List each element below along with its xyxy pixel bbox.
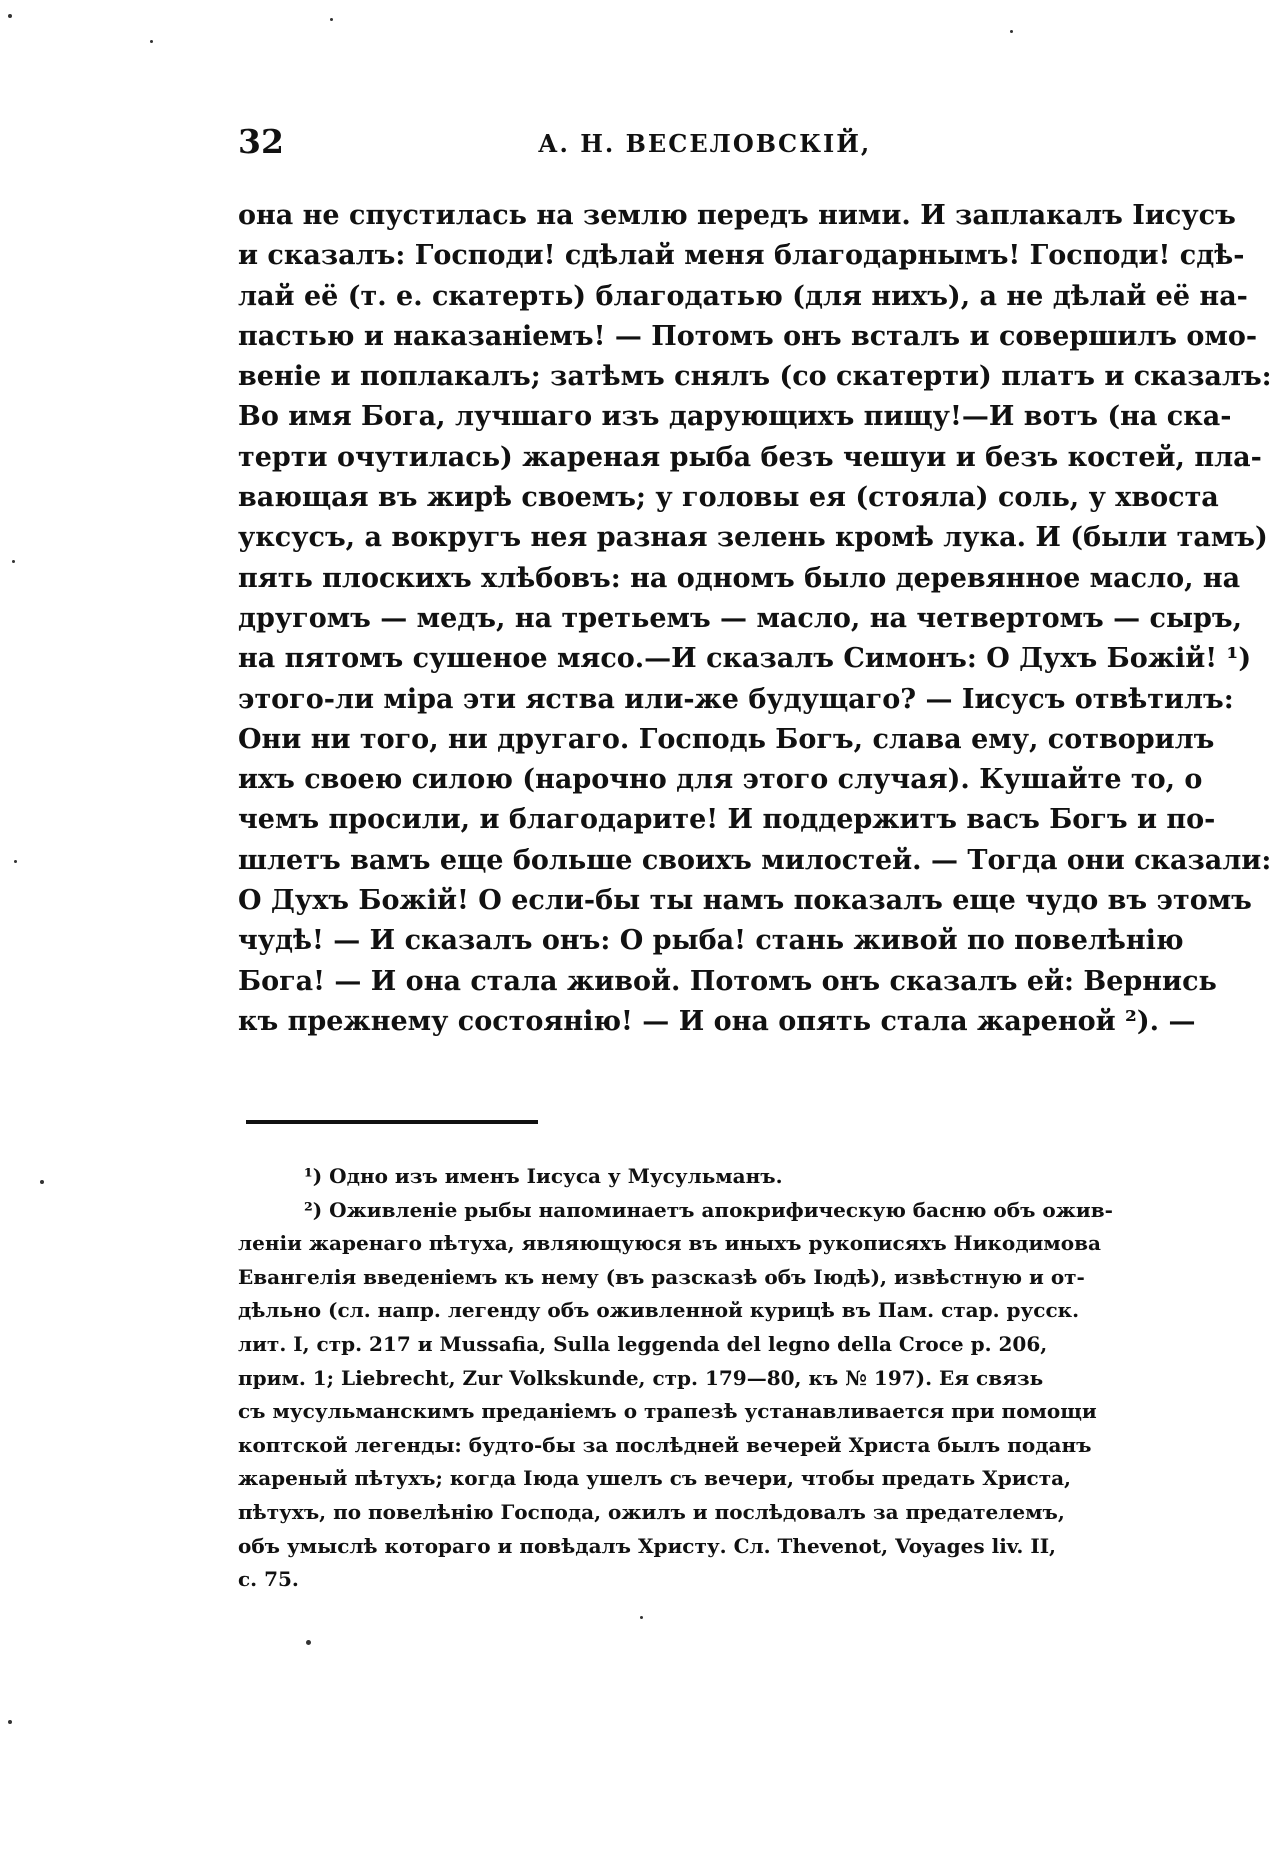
footnote-2-line: объ умыслѣ котораго и повѣдалъ Христу. Сл. Thevenot, Voyages liv. II, <box>238 1533 1057 1558</box>
text-line: къ прежнему состоянію! — И она опять стала жареной ²). — <box>238 1005 1196 1037</box>
scan-speck <box>8 14 12 18</box>
text-line: она не спустилась на землю передъ ними. И заплакалъ Іисусъ <box>238 200 1236 231</box>
text-line: шлетъ вамъ еще больше своихъ милостей. — Тогда они сказали: <box>238 844 1272 876</box>
page-header <box>238 122 938 162</box>
text-line: Они ни того, ни другаго. Господь Богъ, слава ему, сотворилъ <box>238 723 1215 755</box>
scan-speck <box>40 1180 44 1184</box>
text-line: Бога! — И она стала живой. Потомъ онъ сказалъ ей: Вернись <box>238 965 1217 997</box>
text-line: лай её (т. е. скатерть) благодатью (для нихъ), а не дѣлай её на- <box>238 280 1248 312</box>
text-line: О Духъ Божій! О если-бы ты намъ показалъ еще чудо въ этомъ <box>238 885 1252 917</box>
page-number: 32 <box>238 122 284 161</box>
running-head: А. Н. ВЕСЕЛОВСКІЙ, <box>538 129 872 158</box>
scan-speck <box>14 860 17 863</box>
footnote-2-line: лит. I, стр. 217 и Mussafia, Sulla leggenda del legno della Croce p. 206, <box>238 1331 1048 1356</box>
text-line: этого-ли міра эти яства или-же будущаго? — Іисусъ отвѣтилъ: <box>238 683 1234 715</box>
scan-speck <box>640 1616 643 1619</box>
footnote-2-line: ²) Оживленіе рыбы напоминаетъ апокрифическую басню объ ожив- <box>304 1197 1113 1222</box>
footnote-2-line: прим. 1; Liebrecht, Zur Volkskunde, стр. 179—80, къ № 197). Ея связь <box>238 1365 1044 1390</box>
footnote-1: ¹) Одно изъ именъ Іисуса у Мусульманъ. <box>304 1164 783 1188</box>
text-line: на пятомъ сушеное мясо.—И сказалъ Симонъ: О Духъ Божій! ¹) <box>238 643 1252 675</box>
scan-speck <box>150 40 153 43</box>
footnote-2-line: с. 75. <box>238 1567 299 1592</box>
scan-speck <box>330 18 333 21</box>
text-line: вающая въ жирѣ своемъ; у головы ея (стояла) соль, у хвоста <box>238 482 1219 514</box>
footnote-2-line: пѣтухъ, по повелѣнію Господа, ожилъ и послѣдовалъ за предателемъ, <box>238 1499 1065 1524</box>
text-line: другомъ — медъ, на третьемъ — масло, на четвертомъ — сыръ, <box>238 602 1243 634</box>
text-line: ихъ своею силою (нарочно для этого случая). Кушайте то, о <box>238 764 1203 796</box>
text-line: пять плоскихъ хлѣбовъ: на одномъ было деревянное масло, на <box>238 562 1241 594</box>
footnote-2-line: съ мусульманскимъ преданіемъ о трапезѣ устанавливается при помощи <box>238 1399 1097 1424</box>
footnote-2-line: коптской легенды: будто-бы за послѣдней вечерей Христа былъ поданъ <box>238 1432 1092 1457</box>
text-line: чудѣ! — И сказалъ онъ: О рыба! стань живой по повелѣнію <box>238 925 1184 957</box>
scan-speck <box>1010 30 1013 33</box>
text-line: Во имя Бога, лучшаго изъ дарующихъ пищу!—И вотъ (на ска- <box>238 401 1232 433</box>
text-line: и сказалъ: Господи! сдѣлай меня благодарнымъ! Господи! сдѣ- <box>238 240 1245 272</box>
footnote-2-line: Евангелія введеніемъ къ нему (въ разсказѣ объ Іюдѣ), извѣстную и от- <box>238 1264 1085 1289</box>
scan-speck <box>12 560 15 563</box>
scan-speck <box>8 1720 12 1724</box>
text-line: терти очутилась) жареная рыба безъ чешуи и безъ костей, пла- <box>238 441 1262 473</box>
text-line: пастью и наказаніемъ! — Потомъ онъ всталъ и совершилъ омо- <box>238 320 1258 352</box>
text-line: чемъ просили, и благодарите! И поддержитъ васъ Богъ и по- <box>238 804 1216 836</box>
text-line: веніе и поплакалъ; затѣмъ снялъ (со скатерти) платъ и сказалъ: <box>238 361 1272 393</box>
main-text <box>238 196 1272 1042</box>
footnote-rule <box>246 1120 538 1124</box>
footnote-2-line: дѣльно (сл. напр. легенду объ оживленной курицѣ въ Пам. стар. русск. <box>238 1298 1080 1323</box>
footnote-2-line: жареный пѣтухъ; когда Іюда ушелъ съ вечери, чтобы предать Христа, <box>238 1466 1072 1491</box>
scan-speck <box>306 1640 311 1645</box>
footnotes <box>238 1160 1113 1597</box>
text-line: уксусъ, а вокругъ нея разная зелень кромѣ лука. И (были тамъ) <box>238 522 1268 554</box>
footnote-2-line: леніи жаренаго пѣтуха, являющуюся въ иныхъ рукописяхъ Никодимова <box>238 1231 1101 1256</box>
